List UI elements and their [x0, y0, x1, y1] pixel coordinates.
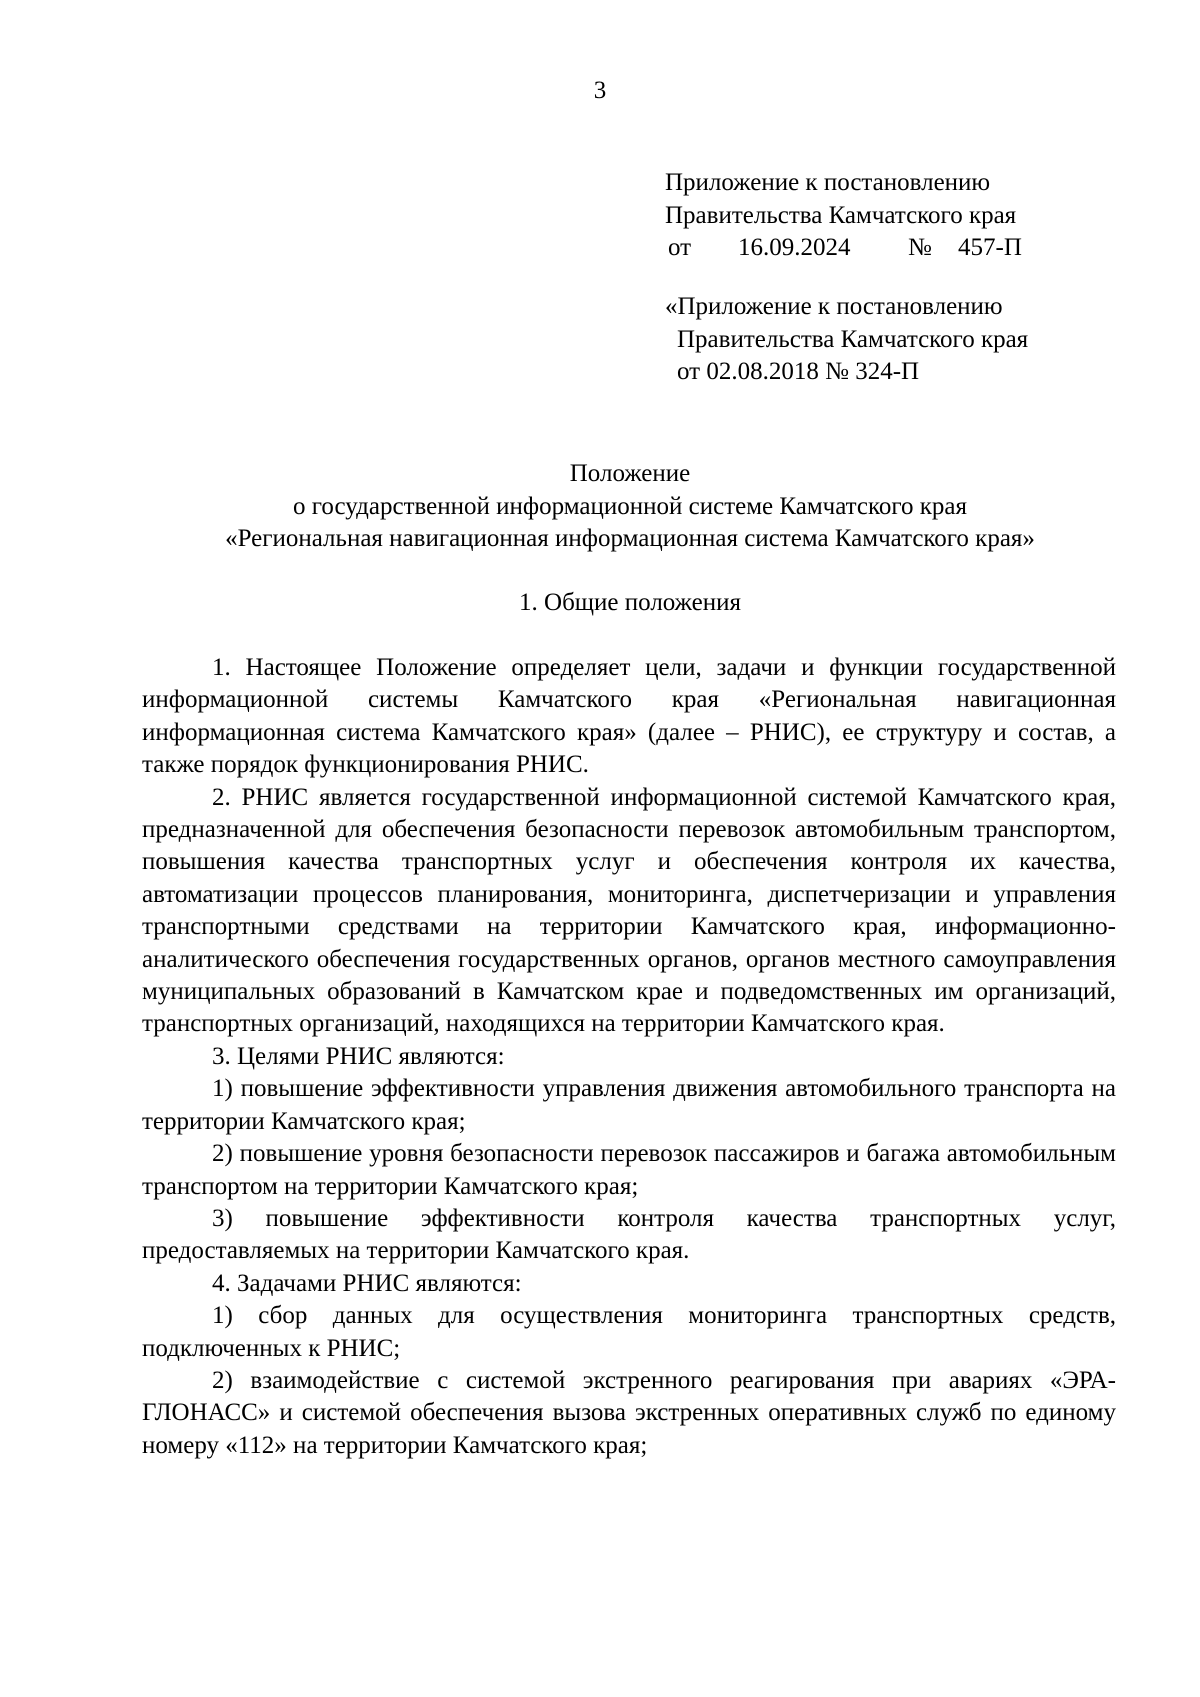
appendix-ot: от: [668, 234, 692, 261]
paragraph: 1. Настоящее Положение определяет цели, задачи и функции государственной информационной системы Камчатского края «Региональная навигационная информационная система Камчатского края» (далее – РНИС), ее структуру и состав, а также порядок функционирования РНИС.: [142, 654, 1116, 779]
title-line-2: о государственной информационной системе Камчатского края: [292, 492, 967, 520]
title-line-3: «Региональная навигационная информационная система Камчатского края»: [225, 525, 1035, 552]
body-text: [142, 652, 1116, 1462]
prior-appendix-header: [665, 291, 1135, 389]
page-number: 3: [593, 77, 607, 104]
document-title: [140, 458, 1120, 556]
section-heading: 1. Общие положения: [519, 589, 741, 616]
paragraph: 3. Целями РНИС являются:: [212, 1042, 505, 1070]
appendix-date: 16.09.2024: [738, 234, 851, 261]
prior-appendix-line-2: Правительства Камчатского края: [677, 325, 1029, 353]
paragraph: 2. РНИС является государственной информационной системой Камчатского края, предназначенной для обеспечения безопасности перевозок автомобильным транспортом, повышения качества транспортных услуг и обеспечения контроля их качества, автоматизации процессов планирования, мониторинга, диспетчеризации и управления транспортными средствами на территории Камчатского края, информационно-аналитического обеспечения государственных органов, органов местного самоуправления муниципальных образований в Камчатском крае и подведомственных им организаций, транспортных организаций, находящихся на территории Камчатского края.: [142, 783, 1116, 1038]
title-line-1: Положение: [569, 460, 691, 487]
appendix-number-sign: №: [908, 234, 932, 261]
prior-appendix-line-1: «Приложение к постановлению: [665, 293, 1003, 320]
paragraph: 1) повышение эффективности управления движения автомобильного транспорта на территории Камчатского края;: [142, 1075, 1116, 1135]
prior-appendix-line-3: от 02.08.2018 № 324-П: [677, 358, 920, 385]
paragraph: 2) взаимодействие с системой экстренного реагирования при авариях «ЭРА-ГЛОНАСС» и системой обеспечения вызова экстренных оперативных служб по единому номеру «112» на территории Камчатского края;: [142, 1366, 1116, 1459]
paragraph: 2) повышение уровня безопасности перевозок пассажиров и багажа автомобильным транспортом на территории Камчатского края;: [142, 1140, 1116, 1200]
paragraph: 4. Задачами РНИС являются:: [212, 1269, 522, 1297]
appendix-number: 457-П: [958, 234, 1022, 261]
appendix-line-1: Приложение к постановлению: [665, 169, 991, 196]
appendix-header: [665, 167, 1135, 265]
paragraph: 1) сбор данных для осуществления мониторинга транспортных средств, подключенных к РНИС;: [142, 1302, 1116, 1362]
paragraph: 3) повышение эффективности контроля качества транспортных услуг, предоставляемых на территории Камчатского края.: [142, 1204, 1116, 1265]
appendix-date-line: [665, 232, 1135, 265]
appendix-line-2: Правительства Камчатского края: [665, 201, 1017, 229]
